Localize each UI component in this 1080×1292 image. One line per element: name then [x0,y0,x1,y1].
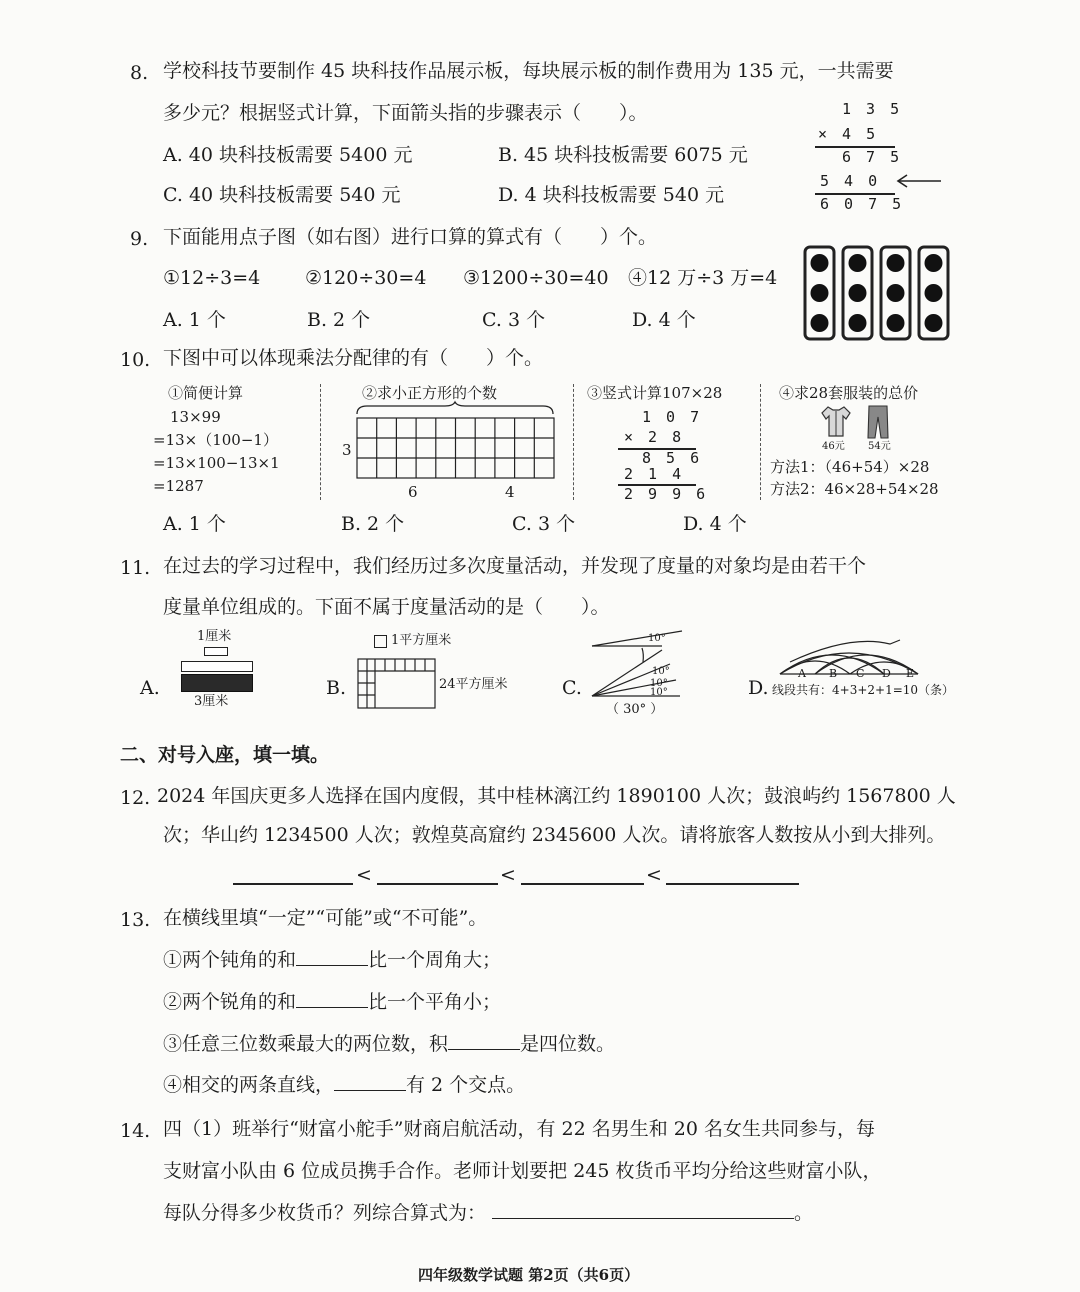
answer-blank[interactable] [377,883,498,885]
option-b: B. 45 块科技板需要 6075 元 [498,144,748,166]
question-number: 13. [120,909,151,931]
question-text: 学校科技节要制作 45 块科技作品展示板，每块展示板的制作费用为 135 元，一共需要 [163,60,894,82]
expression-4: ④12 万÷3 万=4 [628,267,778,289]
option-d: D. 4 个 [632,309,696,331]
grid-figure [356,417,556,481]
question-text: 支财富小队由 6 位成员携手合作。老师计划要把 245 枚货币平均分给这些财富小队， [163,1160,882,1182]
question-text: 下面能用点子图（如右图）进行口算的算式有（ ）个。 [163,226,658,248]
point-label: A [798,667,806,680]
answer-blank[interactable] [296,951,368,966]
option-d: D. 4 块科技板需要 540 元 [498,184,725,206]
brace [355,402,555,416]
question-text: 四（1）班举行“财富小舵手”财商启航活动，有 22 名男生和 20 名女生共同参与，每 [163,1118,876,1140]
divider [320,384,321,500]
divider [573,384,574,500]
pants-icon [866,404,890,440]
question-text: 在横线里填“一定”“可能”或“不可能”。 [163,907,488,929]
item-2: ②两个锐角的和 比一个平角小； [163,991,502,1013]
question-number: 11. [120,557,151,579]
answer-blank[interactable] [233,883,353,885]
point-label: E [906,667,915,680]
dot-diagram [802,244,952,344]
question-text: 多少元？根据竖式计算，下面箭头指的步骤表示（ ）。 [163,102,648,124]
question-text: 2024 年国庆更多人选择在国内度假，其中桂林漓江约 1890100 人次；鼓浪屿约 1567800 人 [157,785,956,807]
angle-figure [590,628,690,700]
question-text: 在过去的学习过程中，我们经历过多次度量活动，并发现了度量的对象均是由若干个 [163,555,867,577]
question-text: 每队分得多少枚货币？列综合算式为： 。 [163,1202,814,1224]
expression-3: ③1200÷30=40 [463,267,609,289]
page-footer: 四年级数学试题 第2页（共6页） [418,1266,640,1284]
section-title: 二、对号入座，填一填。 [120,744,330,766]
answer-blank[interactable] [521,883,644,885]
question-number: 14. [120,1120,151,1142]
item-1: ①两个钝角的和 比一个周角大； [163,949,502,971]
option-b: B. 2 个 [307,309,371,331]
option-d: D. 4 个 [683,513,747,535]
item-3: ③任意三位数乘最大的两位数，积 是四位数。 [163,1033,616,1055]
question-number: 12. [120,787,151,809]
answer-blank[interactable] [492,1204,794,1219]
question-text: 下图中可以体现乘法分配律的有（ ）个。 [163,347,544,369]
option-c: C. 40 块科技板需要 540 元 [163,184,401,206]
question-text: 度量单位组成的。下面不属于度量活动的是（ ）。 [163,596,610,618]
answer-blank[interactable] [448,1035,520,1050]
question-number: 10. [120,349,151,371]
option-a: A. 1 个 [163,513,226,535]
expression-1: ①12÷3=4 [163,267,261,289]
shirt-icon [818,404,854,438]
arrow-icon [895,174,945,188]
option-b: B. 2 个 [341,513,405,535]
expression-2: ②120÷30=4 [305,267,427,289]
point-label: C [856,667,865,680]
area-grid [357,658,437,710]
point-label: D [882,667,891,680]
question-number: 8. [130,62,149,84]
point-label: B [829,667,838,680]
divider [760,384,761,500]
option-c: C. 3 个 [512,513,576,535]
question-number: 9. [130,228,149,250]
question-text: 次；华山约 1234500 人次；敦煌莫高窟约 2345600 人次。请将旅客人数按从小到大排列。 [163,824,946,846]
answer-blank[interactable] [666,883,799,885]
option-c: C. 3 个 [482,309,546,331]
item-4: ④相交的两条直线， 有 2 个交点。 [163,1074,526,1096]
answer-blank[interactable] [334,1076,406,1091]
answer-blank[interactable] [296,993,368,1008]
option-a: A. 1 个 [163,309,226,331]
option-a: A. 40 块科技板需要 5400 元 [163,144,413,166]
